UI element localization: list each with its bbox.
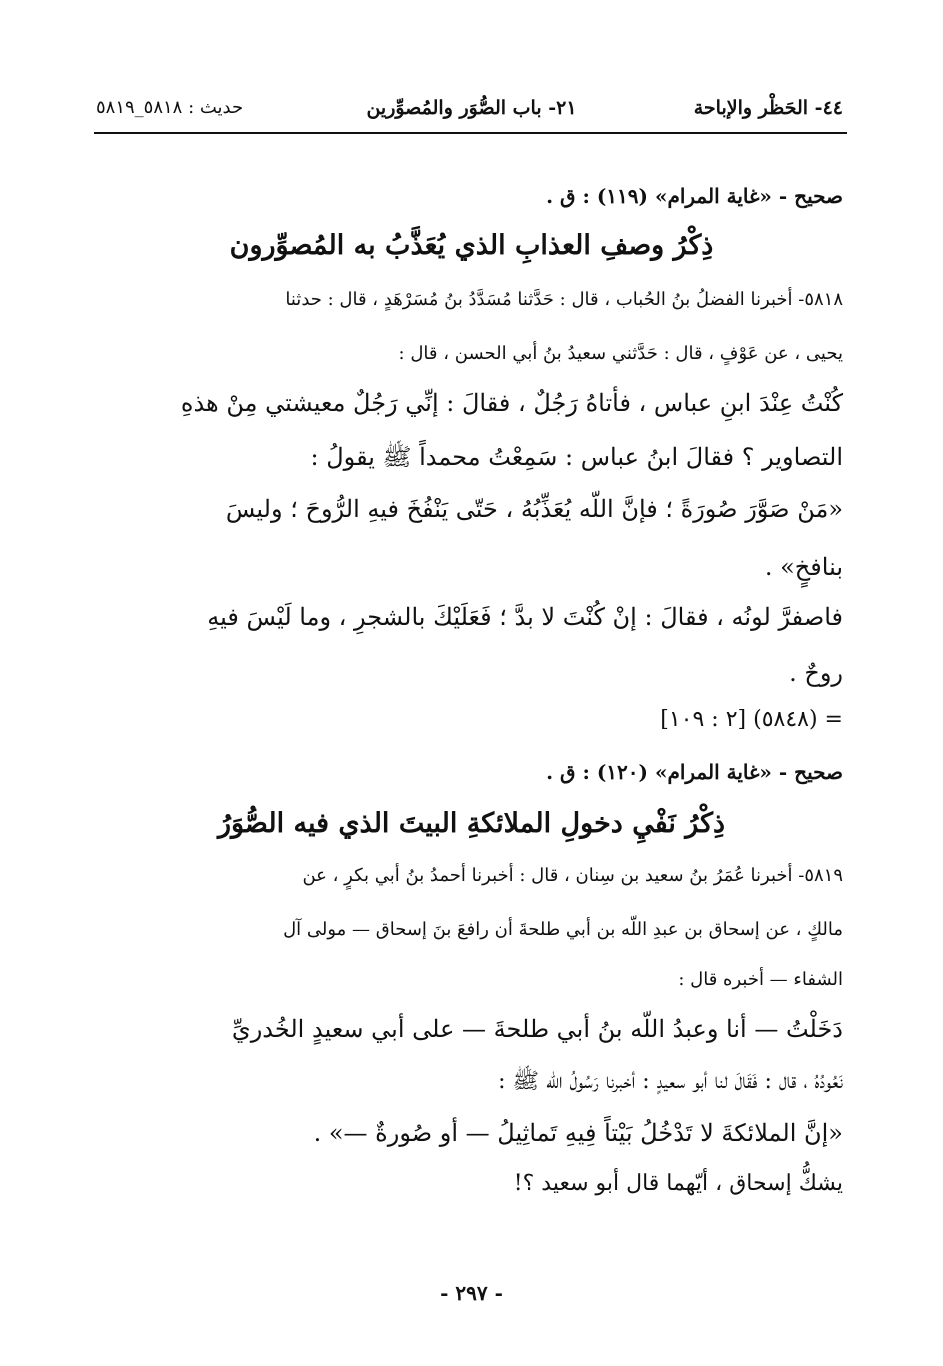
header-rule <box>94 132 847 134</box>
section-header: ٢١- باب الصُّوَر والمُصوِّرين <box>366 97 577 119</box>
hadith-text-line: نَعُودُهُ ، قال : فَقَالَ لنا أبو سعيدٍ : أخبرنا رَسُولُ اللّه ﷺ : <box>498 1069 843 1094</box>
hadith-text-line: «مَنْ صَوَّرَ صُورَةً ؛ فإنَّ اللّه يُعَذِّبُهُ ، حَتّى يَنْفُخَ فيهِ الرُّوحَ ؛ وليسَ <box>225 495 843 523</box>
hadith-text-line: دَخَلْتُ — أنا وعبدُ اللّه بنُ أبي طلحةَ — على أبي سعيدٍ الخُدريِّ <box>231 1015 843 1043</box>
hadith-text-line: كُنْتُ عِنْدَ ابنِ عباس ، فأتاهُ رَجُلٌ ، فقالَ : إنِّي رَجُلٌ معيشتي مِنْ هذهِ <box>180 389 843 417</box>
hadith-text-line: الشفاء — أخبره قال : <box>678 969 843 990</box>
hadith-text-line: بنافخٍ» . <box>764 553 843 581</box>
hadith-text-line: مالكٍ ، عن إسحاق بن عبدِ اللّه بن أبي طلحةَ أن رافعَ بنَ إسحاق — مولى آل <box>283 919 843 940</box>
page-number: - ٢٩٧ - <box>440 1281 503 1305</box>
hadith-text-line: التصاوير ؟ فقالَ ابنُ عباس : سَمِعْتُ محمداً ﷺ يقولُ : <box>310 443 843 471</box>
chapter-header: ٤٤- الحَظْر والإباحة <box>693 97 843 119</box>
section-heading: ذِكْرُ نَفْيِ دخولِ الملائكةِ البيتَ الذي فيه الصُّوَرُ <box>217 808 726 839</box>
cross-reference: = (٥٨٤٨) [٢ : ١٠٩] <box>660 707 843 732</box>
hadith-text-line: يشكُّ إسحاق ، أيّهما قال أبو سعيد ؟! <box>513 1171 843 1196</box>
hadith-range-header: حديث : ٥٨١٨_٥٨١٩ <box>96 97 244 118</box>
hadith-text-line: ٥٨١٨- أخبرنا الفضلُ بنُ الحُباب ، قال : حَدَّثنا مُسَدَّدُ بنُ مُسَرْهَدٍ ، قال : حدثنا <box>285 289 843 310</box>
hadith-text-line: يحيى ، عن عَوْفٍ ، قال : حَدَّثني سعيدُ بنُ أبي الحسن ، قال : <box>398 343 843 364</box>
hadith-text-line: روحٌ . <box>789 659 843 687</box>
hadith-text-line: ٥٨١٩- أخبرنا عُمَرُ بنُ سعيد بن سِنان ، قال : أخبرنا أحمدُ بنُ أبي بكرٍ ، عن <box>302 865 843 886</box>
grade-note: صحيح - «غاية المرام» (١١٩) : ق . <box>546 184 843 208</box>
hadith-text-line: فاصفرَّ لونُه ، فقالَ : إنْ كُنْتَ لا بدَّ ؛ فَعَلَيْكَ بالشجرِ ، وما لَيْسَ فيهِ <box>207 603 843 631</box>
section-heading: ذِكْرُ وصفِ العذابِ الذي يُعَذَّبُ به المُصوِّرون <box>229 230 714 261</box>
grade-note: صحيح - «غاية المرام» (١٢٠) : ق . <box>546 760 843 784</box>
hadith-text-line: «إنَّ الملائكةَ لا تَدْخُلُ بَيْتاً فِيهِ تَماثِيلُ — أو صُورةٌ —» . <box>313 1119 843 1147</box>
